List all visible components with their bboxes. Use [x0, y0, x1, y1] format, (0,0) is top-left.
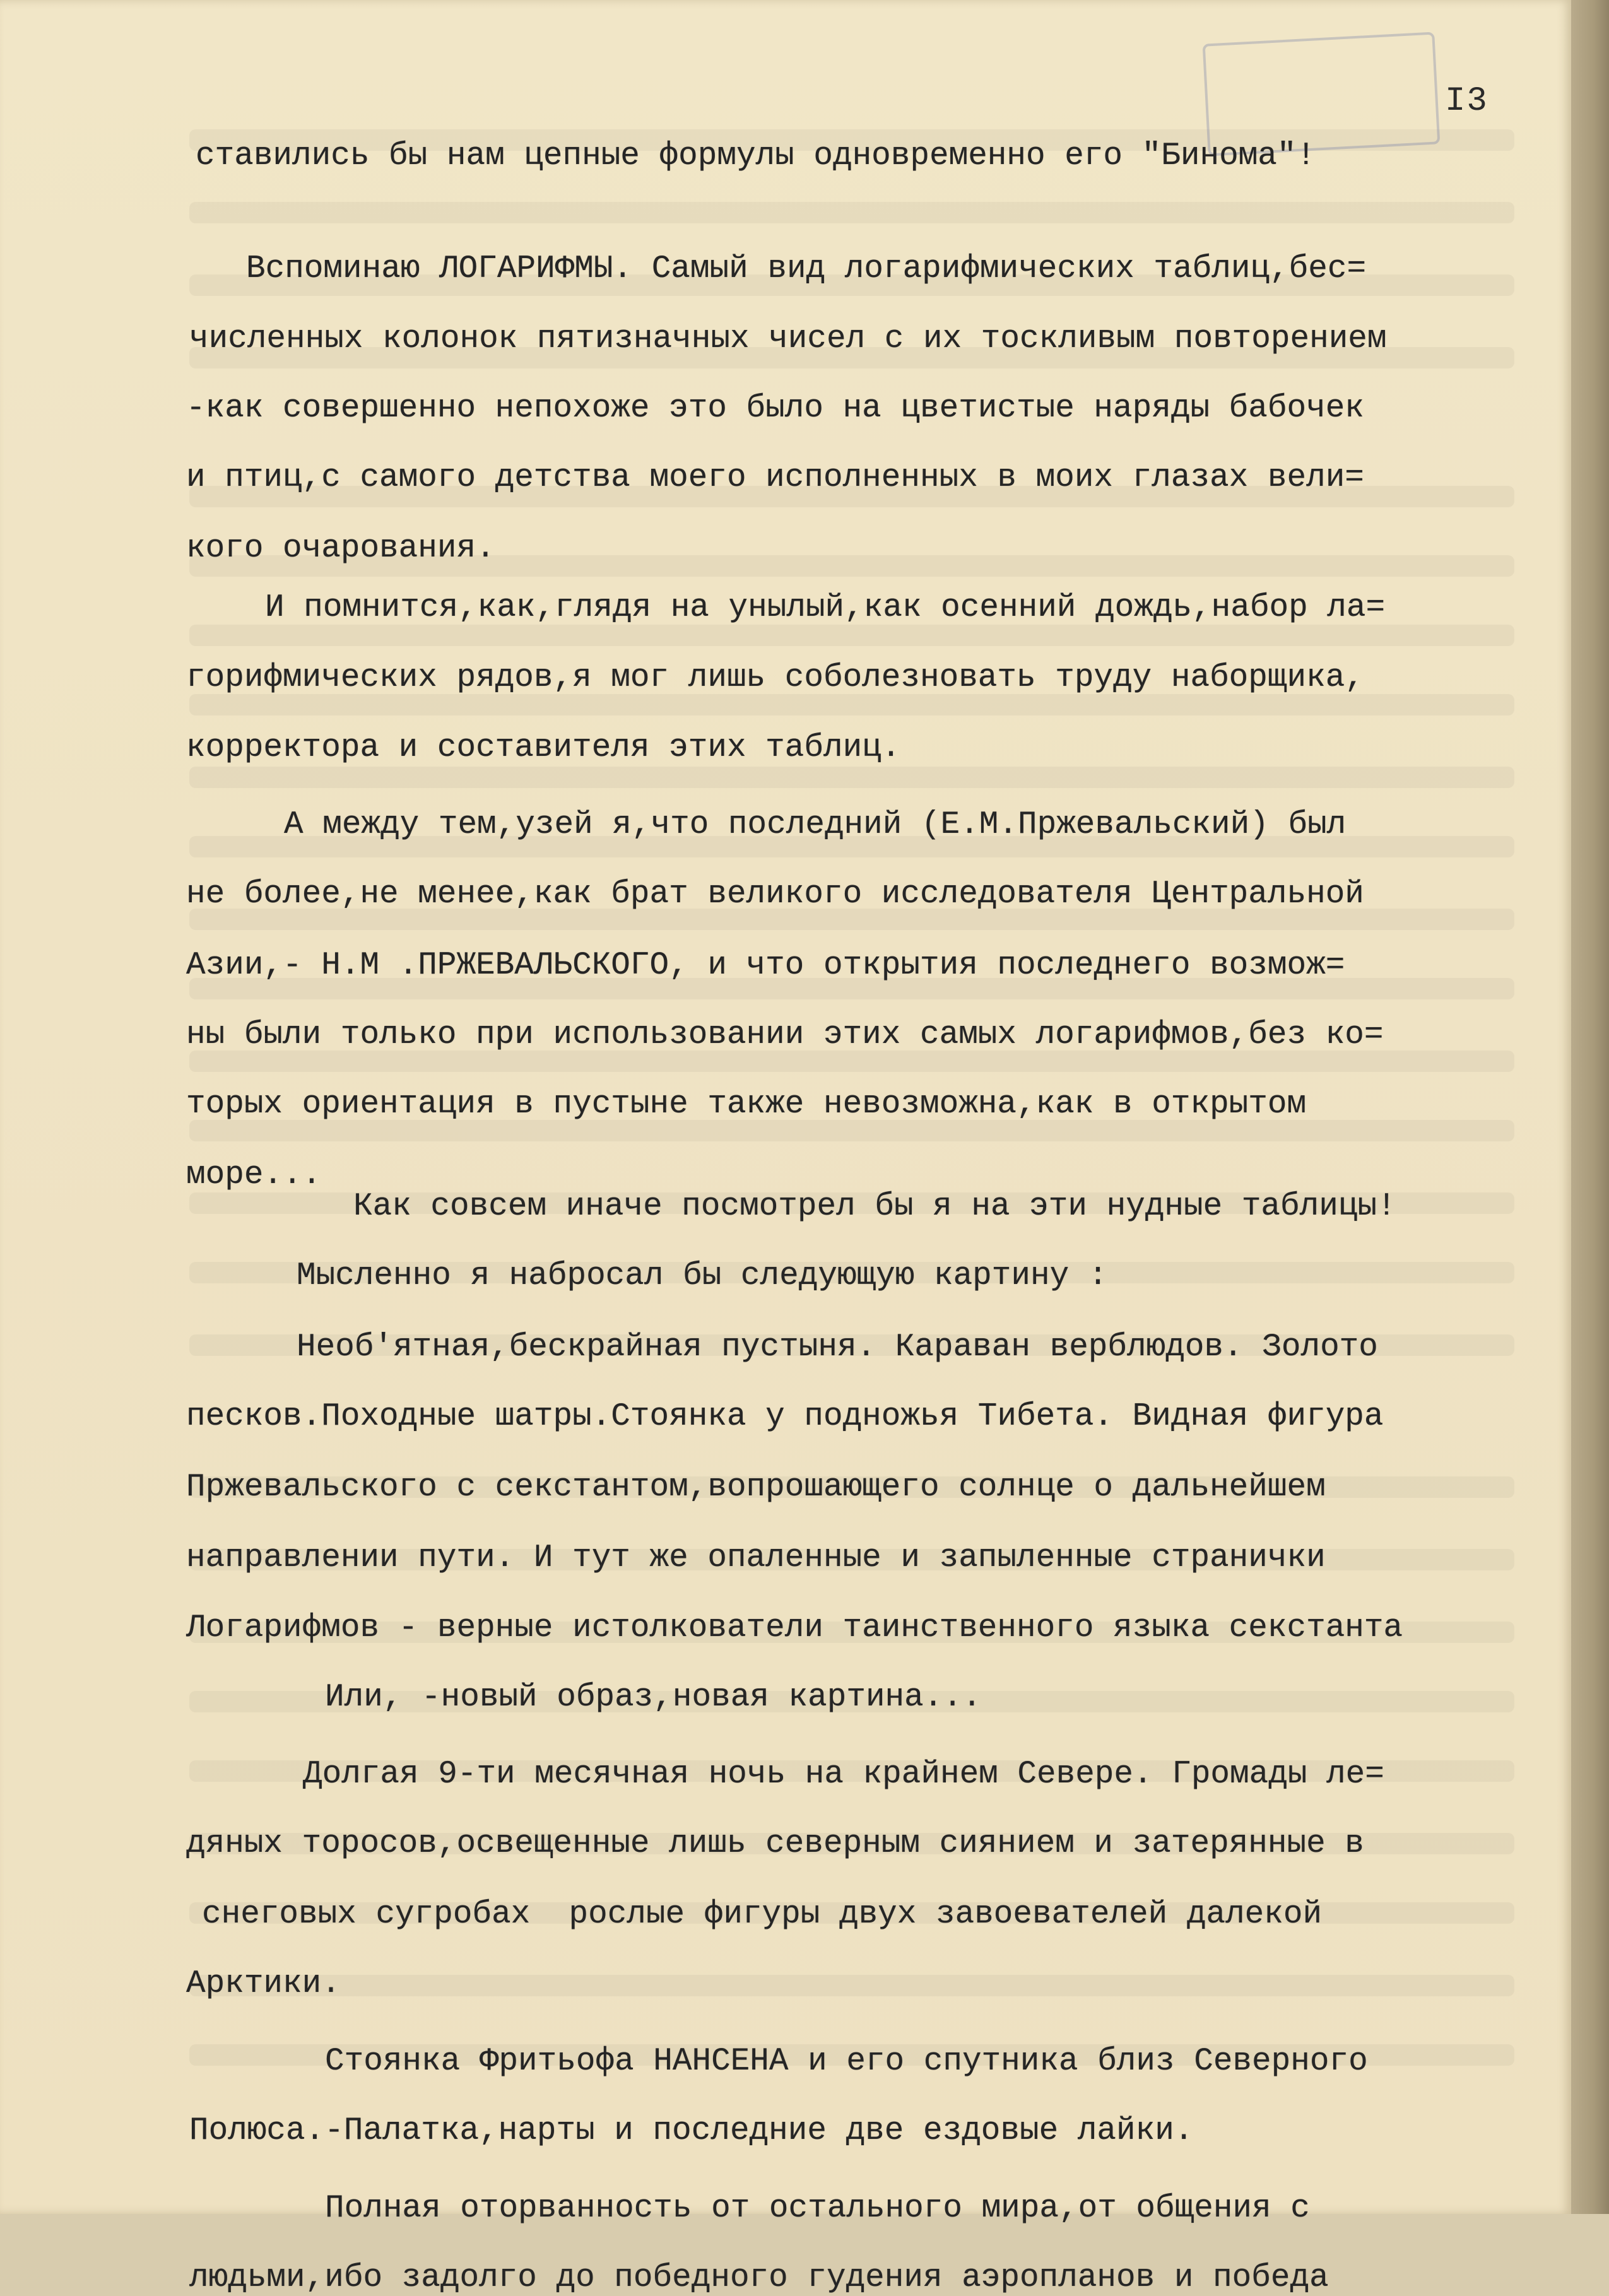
text-line-22: Логарифмов - верные истолкователи таинственного языка секстанта — [186, 1610, 1403, 1646]
faint-stamp — [1203, 32, 1441, 156]
text-line-30: Полная оторванность от остального мира,от общения с — [325, 2191, 1310, 2227]
text-line-14: торых ориентация в пустыне также невозможна,как в открытом — [186, 1086, 1307, 1122]
text-line-24: Долгая 9-ти месячная ночь на крайнем Севере. Громады ле= — [303, 1757, 1384, 1793]
text-line-7: И помнится,как,глядя на унылый,как осенний дождь,набор ла= — [265, 590, 1386, 626]
text-line-21: направлении пути. И тут же опаленные и запыленные странички — [186, 1540, 1326, 1576]
text-line-18: Необ'ятная,бескрайная пустыня. Караван верблюдов. Золото — [297, 1329, 1378, 1365]
text-line-11: не более,не менее,как брат великого исследователя Центральной — [186, 876, 1364, 912]
text-line-13: ны были только при использовании этих самых логарифмов,без ко= — [186, 1017, 1384, 1053]
text-line-16: Как совсем иначе посмотрел бы я на эти нудные таблицы! — [353, 1189, 1396, 1225]
text-line-2: Вспоминаю ЛОГАРИФМЫ. Самый вид логарифмических таблиц,бес= — [246, 251, 1367, 287]
text-line-29: Полюса.-Палатка,нарты и последние две ездовые лайки. — [189, 2113, 1194, 2149]
text-line-12: Азии,- Н.М .ПРЖЕВАЛЬСКОГО, и что открытия последнего возмож= — [186, 948, 1345, 984]
text-line-27: Арктики. — [186, 1966, 341, 2002]
text-line-31: людьми,ибо задолго до победного гудения аэропланов и победа — [189, 2260, 1329, 2296]
page-number: I3 — [1445, 82, 1488, 121]
text-line-23: Или, -новый образ,новая картина... — [325, 1680, 982, 1716]
text-line-1: ставились бы нам цепные формулы одновременно его "Бинома"! — [196, 138, 1316, 174]
text-line-8: горифмических рядов,я мог лишь соболезновать труду наборщика, — [186, 660, 1364, 696]
text-line-17: Мысленно я набросал бы следующую картину : — [297, 1258, 1108, 1294]
text-line-5: и птиц,с самого детства моего исполненных в моих глазах вели= — [186, 460, 1364, 496]
text-line-20: Пржевальского с секстантом,вопрошающего солнце о дальнейшем — [186, 1469, 1326, 1505]
text-line-26: снеговых сугробах рослые фигуры двух завоевателей далекой — [202, 1897, 1323, 1933]
text-line-10: А между тем,узей я,что последний (Е.М.Пржевальский) был — [284, 807, 1347, 843]
text-line-3: численных колонок пятизначных чисел с их тоскливым повторением — [189, 321, 1387, 357]
text-line-15: море... — [186, 1157, 322, 1193]
text-line-19: песков.Походные шатры.Стоянка у подножья Тибета. Видная фигура — [186, 1399, 1384, 1435]
text-line-25: дяных торосов,освещенные лишь северным сиянием и затерянные в — [186, 1826, 1364, 1862]
text-line-6: кого очарования. — [186, 531, 495, 567]
text-line-4: -как совершенно непохоже это было на цветистые наряды бабочек — [186, 391, 1364, 427]
text-line-9: корректора и составителя этих таблиц. — [186, 730, 901, 766]
page-edge-shadow — [1571, 0, 1609, 2214]
text-line-28: Стоянка Фритьофа НАНСЕНА и его спутника близ Северного — [325, 2044, 1368, 2080]
